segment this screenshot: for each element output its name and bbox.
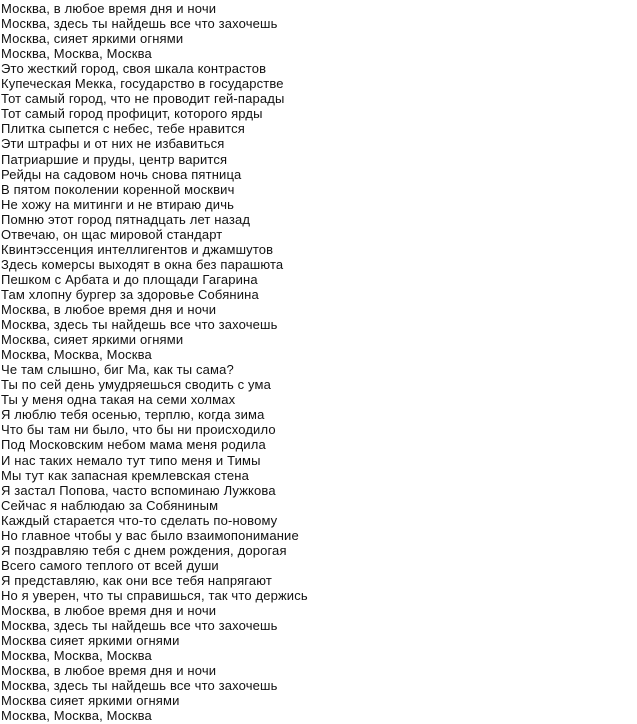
lyric-line: Но главное чтобы у вас было взаимопонимание [1, 527, 299, 543]
lyric-line: Рейды на садовом ночь снова пятница [1, 166, 242, 182]
lyric-line: Москва, здесь ты найдешь все что захочешь [1, 618, 278, 634]
lyric-line: Каждый старается что-то сделать по-новому [1, 512, 278, 528]
lyric-line: Москва, Москва, Москва [1, 708, 152, 724]
lyric-line: Под Московским небом мама меня родила [1, 437, 266, 453]
lyric-line: Че там слышно, биг Ма, как ты сама? [1, 362, 234, 378]
lyric-line: Патриаршие и пруды, центр варится [1, 151, 228, 167]
lyric-line: Москва, Москва, Москва [1, 46, 152, 62]
lyric-line: Москва, Москва, Москва [1, 347, 152, 363]
lyric-line: Москва сияет яркими огнями [1, 693, 180, 709]
lyric-line: Я люблю тебя осенью, терплю, когда зима [1, 407, 265, 423]
lyric-line: Я поздравляю тебя с днем рождения, дорогая [1, 542, 287, 558]
lyric-line: Москва, в любое время дня и ночи [1, 603, 217, 618]
lyric-line: Москва, Москва, Москва [1, 648, 152, 664]
lyric-line: Пешком с Арбата и до площади Гагарина [1, 271, 258, 287]
lyric-line: Москва, сияет яркими огнями [1, 332, 184, 348]
lyric-line: Сейчас я наблюдаю за Собяниным [1, 497, 219, 513]
lyric-line: Но я уверен, что ты справишься, так что держись [1, 587, 308, 603]
lyric-line: Ты по сей день умудряешься сводить с ума [1, 377, 272, 393]
lyric-line: Москва, в любое время дня и ночи [1, 1, 217, 16]
lyric-line: Москва, в любое время дня и ночи [1, 302, 217, 317]
lyric-line: Квинтэссенция интеллигентов и джамшутов [1, 241, 274, 257]
lyric-line: Плитка сыпется с небес, тебе нравится [1, 121, 245, 137]
lyric-line: В пятом поколении коренной москвич [1, 181, 235, 197]
lyric-line: Отвечаю, он щас мировой стандарт [1, 226, 223, 242]
lyric-line: Москва, сияет яркими огнями [1, 31, 184, 47]
lyric-line: Купеческая Мекка, государство в государстве [1, 76, 284, 92]
lyric-line: Тот самый город профицит, которого ярды [1, 106, 263, 122]
lyric-line: Москва, здесь ты найдешь все что захочешь [1, 678, 278, 694]
lyric-line: Это жесткий город, своя шкала контрастов [1, 61, 267, 77]
lyric-line: Не хожу на митинги и не втираю дичь [1, 196, 235, 212]
lyric-line: Москва, здесь ты найдешь все что захочешь [1, 16, 278, 32]
lyric-line: Что бы там ни было, что бы ни происходило [1, 422, 276, 438]
lyric-line: Эти штрафы и от них не избавиться [1, 136, 225, 152]
lyric-line: Мы тут как запасная кремлевская стена [1, 467, 249, 483]
lyric-line: Москва, здесь ты найдешь все что захочешь [1, 317, 278, 333]
lyric-line: Помню этот город пятнадцать лет назад [1, 211, 251, 227]
lyric-line: Всего самого теплого от всей души [1, 557, 219, 573]
lyric-line: Москва сияет яркими огнями [1, 633, 180, 649]
lyric-line: Я застал Попова, часто вспоминаю Лужкова [1, 482, 276, 498]
lyric-line: И нас таких немало тут типо меня и Тимы [1, 452, 261, 468]
lyric-line: Москва, в любое время дня и ночи [1, 663, 217, 679]
lyric-line: Я представляю, как они все тебя напрягают [1, 572, 272, 588]
lyric-line: Тот самый город, что не проводит гей-парады [1, 91, 285, 107]
lyric-line: Здесь комерсы выходят в окна без парашюта [1, 256, 284, 272]
lyric-line: Ты у меня одна такая на семи холмах [1, 392, 236, 408]
lyric-line: Там хлопну бургер за здоровье Собянина [1, 286, 259, 302]
